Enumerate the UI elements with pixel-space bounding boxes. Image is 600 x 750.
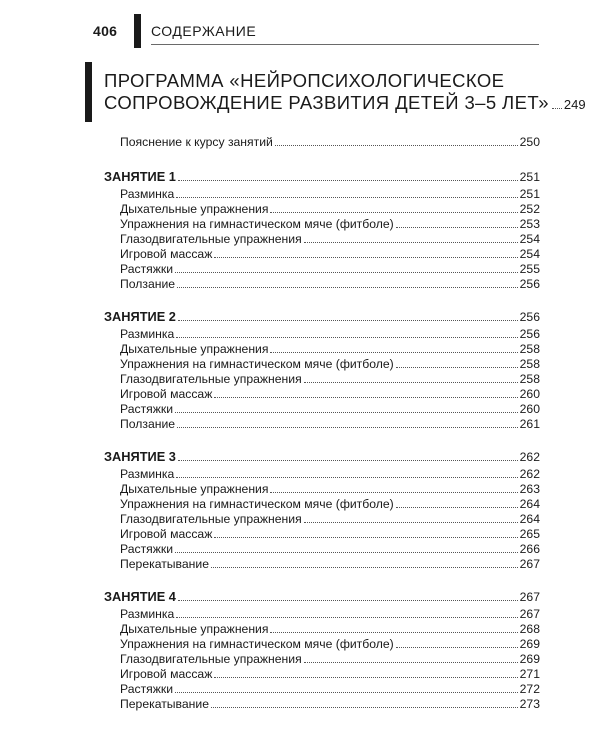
toc-entry	[104, 402, 540, 417]
lesson-heading-page: 256	[519, 310, 540, 324]
toc-entry-label: Перекатывание	[120, 557, 209, 571]
toc-entry	[104, 417, 540, 432]
section-title-line2-row	[104, 92, 586, 116]
toc-entry-label: Растяжки	[120, 402, 174, 416]
toc-entry-label: Упражнения на гимнастическом мяче (фитболе)	[120, 357, 394, 371]
dot-leader	[275, 145, 518, 146]
toc-entry-label: Упражнения на гимнастическом мяче (фитболе)	[120, 637, 394, 651]
dot-leader	[304, 522, 518, 523]
toc-entry	[104, 637, 540, 652]
dot-leader	[396, 507, 518, 508]
dot-leader	[270, 352, 517, 353]
toc-entry	[104, 697, 540, 712]
toc-entry	[104, 372, 540, 387]
dot-leader	[175, 272, 518, 273]
dot-leader	[552, 108, 562, 109]
toc-entry-label: Разминка	[120, 187, 175, 201]
toc-entry	[104, 667, 540, 682]
lesson-heading-label: ЗАНЯТИЕ 1	[104, 169, 176, 184]
dot-leader	[176, 337, 517, 338]
toc-entry	[104, 247, 540, 262]
dot-leader	[177, 287, 518, 288]
dot-leader	[176, 477, 517, 478]
toc-entry-label: Глазодвигательные упражнения	[120, 652, 302, 666]
toc-entry	[104, 512, 540, 527]
section-page: 249	[563, 97, 586, 112]
toc-entry	[104, 622, 540, 637]
lesson-heading-page: 262	[519, 450, 540, 464]
toc-entry	[104, 387, 540, 402]
dot-leader	[175, 412, 518, 413]
toc-entry-page: 261	[519, 417, 540, 431]
toc-entry-page: 269	[519, 637, 540, 651]
toc-entry	[104, 467, 540, 482]
lesson-heading-page: 251	[519, 170, 540, 184]
toc-entry-label: Игровой массаж	[120, 667, 213, 681]
toc-entry-page: 266	[519, 542, 540, 556]
toc-entry-label: Упражнения на гимнастическом мяче (фитболе)	[120, 217, 394, 231]
toc-entry-page: 255	[519, 262, 540, 276]
dot-leader	[270, 492, 517, 493]
dot-leader	[178, 460, 518, 461]
toc-entry-page: 267	[519, 557, 540, 571]
toc-entry-label: Игровой массаж	[120, 527, 213, 541]
toc-entry	[104, 527, 540, 542]
toc-entry	[104, 217, 540, 232]
section-accent-bar	[85, 62, 92, 122]
dot-leader	[270, 212, 517, 213]
dot-leader	[214, 397, 517, 398]
dot-leader	[214, 257, 517, 258]
toc-entry-page: 264	[519, 512, 540, 526]
dot-leader	[396, 647, 518, 648]
toc-entry-page: 263	[519, 482, 540, 496]
lesson-heading	[104, 449, 540, 465]
lesson-heading-page: 267	[519, 590, 540, 604]
dot-leader	[396, 227, 518, 228]
intro-entry-page: 250	[519, 135, 540, 149]
toc-entry-page: 260	[519, 402, 540, 416]
toc-entry-label: Разминка	[120, 467, 175, 481]
page-number: 406	[93, 23, 118, 39]
toc-entry-page: 253	[519, 217, 540, 231]
toc-entry	[104, 187, 540, 202]
dot-leader	[178, 600, 518, 601]
toc-entry-page: 271	[519, 667, 540, 681]
toc-entry-label: Игровой массаж	[120, 387, 213, 401]
toc-entry	[104, 607, 540, 622]
toc-entry	[104, 497, 540, 512]
toc-entry-page: 273	[519, 697, 540, 711]
toc-entry-label: Растяжки	[120, 542, 174, 556]
dot-leader	[304, 382, 518, 383]
toc-entry-page: 256	[519, 327, 540, 341]
toc-entry-label: Дыхательные упражнения	[120, 202, 269, 216]
toc-entry	[104, 557, 540, 572]
lesson-heading-label: ЗАНЯТИЕ 4	[104, 589, 176, 604]
toc-entry-label: Ползание	[120, 277, 176, 291]
dot-leader	[175, 692, 518, 693]
dot-leader	[211, 707, 518, 708]
dot-leader	[211, 567, 518, 568]
toc-entry-page: 272	[519, 682, 540, 696]
dot-leader	[304, 662, 518, 663]
toc-entry	[104, 482, 540, 497]
lesson-heading-label: ЗАНЯТИЕ 2	[104, 309, 176, 324]
toc-entry-page: 256	[519, 277, 540, 291]
toc-entry-label: Перекатывание	[120, 697, 209, 711]
toc-entry-label: Игровой массаж	[120, 247, 213, 261]
dot-leader	[396, 367, 518, 368]
toc-entry	[104, 327, 540, 342]
running-title: СОДЕРЖАНИЕ	[151, 23, 257, 39]
dot-leader	[176, 617, 517, 618]
toc-entry-page: 252	[519, 202, 540, 216]
toc-entry-label: Разминка	[120, 327, 175, 341]
dot-leader	[176, 197, 517, 198]
toc-entry-page: 258	[519, 357, 540, 371]
toc-entry-page: 254	[519, 247, 540, 261]
dot-leader	[178, 180, 518, 181]
lesson-heading	[104, 589, 540, 605]
toc-entry-page: 260	[519, 387, 540, 401]
dot-leader	[177, 427, 518, 428]
lesson-heading-label: ЗАНЯТИЕ 3	[104, 449, 176, 464]
section-title-line1: ПРОГРАММА «НЕЙРОПСИХОЛОГИЧЕСКОЕ	[104, 70, 505, 91]
page-header	[0, 0, 600, 48]
toc-entry	[104, 262, 540, 277]
section-heading	[104, 70, 586, 116]
toc-entry-label: Глазодвигательные упражнения	[120, 372, 302, 386]
toc-entry-page: 251	[519, 187, 540, 201]
toc-entry-label: Разминка	[120, 607, 175, 621]
toc-entry-label: Дыхательные упражнения	[120, 622, 269, 636]
toc-entry-page: 267	[519, 607, 540, 621]
toc-entry-page: 268	[519, 622, 540, 636]
toc-entry-label: Дыхательные упражнения	[120, 482, 269, 496]
toc-entry-page: 269	[519, 652, 540, 666]
table-of-contents	[104, 130, 540, 712]
toc-entry	[104, 682, 540, 697]
header-rule	[151, 44, 539, 45]
section-title-line2: СОПРОВОЖДЕНИЕ РАЗВИТИЯ ДЕТЕЙ 3–5 ЛЕТ»	[104, 92, 549, 113]
toc-entry-page: 254	[519, 232, 540, 246]
toc-entry-label: Упражнения на гимнастическом мяче (фитболе)	[120, 497, 394, 511]
toc-entry	[104, 542, 540, 557]
header-divider-bar	[134, 14, 141, 48]
toc-entry-page: 265	[519, 527, 540, 541]
toc-entry	[104, 357, 540, 372]
toc-entry	[104, 652, 540, 667]
toc-entry-page: 258	[519, 372, 540, 386]
toc-entry-page: 258	[519, 342, 540, 356]
dot-leader	[214, 537, 517, 538]
toc-entry-label: Ползание	[120, 417, 176, 431]
toc-entry-page: 262	[519, 467, 540, 481]
lesson-heading	[104, 169, 540, 185]
toc-entry-label: Растяжки	[120, 682, 174, 696]
intro-entry-label: Пояснение к курсу занятий	[120, 135, 273, 149]
toc-entry-label: Растяжки	[120, 262, 174, 276]
dot-leader	[214, 677, 517, 678]
dot-leader	[175, 552, 518, 553]
toc-entry-page: 264	[519, 497, 540, 511]
toc-entry-label: Глазодвигательные упражнения	[120, 232, 302, 246]
toc-entry	[104, 277, 540, 292]
intro-entry	[104, 135, 540, 150]
toc-entry-label: Дыхательные упражнения	[120, 342, 269, 356]
toc-entry	[104, 202, 540, 217]
dot-leader	[270, 632, 517, 633]
dot-leader	[304, 242, 518, 243]
toc-entry-label: Глазодвигательные упражнения	[120, 512, 302, 526]
lesson-heading	[104, 309, 540, 325]
toc-entry	[104, 342, 540, 357]
toc-entry	[104, 232, 540, 247]
dot-leader	[178, 320, 518, 321]
